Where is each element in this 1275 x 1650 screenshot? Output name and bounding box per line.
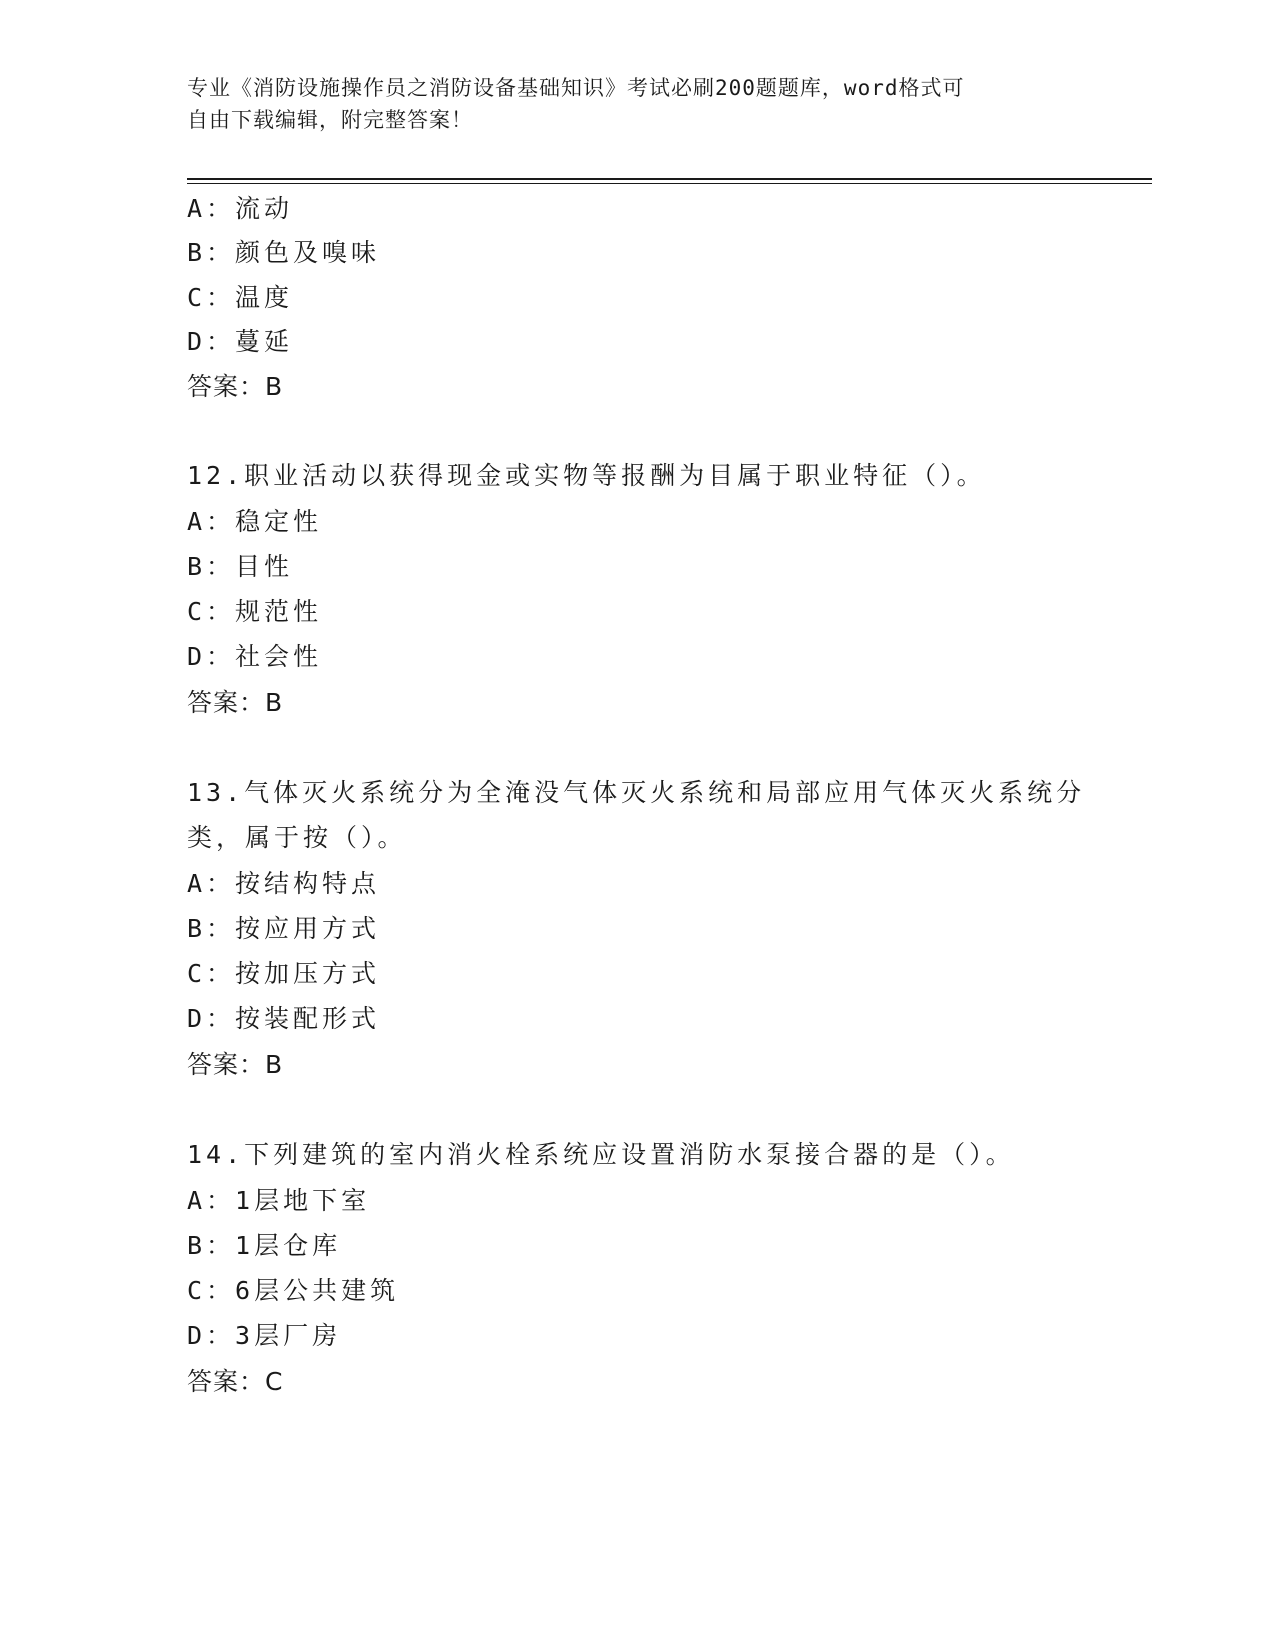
option-b: B：颜色及嗅味 — [187, 238, 381, 267]
question-text: 14.下列建筑的室内消火栓系统应设置消防水泵接合器的是（）。 — [187, 1140, 1015, 1169]
document-header — [187, 72, 1067, 136]
answer: 答案：B — [187, 372, 284, 401]
option-d: D：社会性 — [187, 642, 323, 671]
option-b: B：目性 — [187, 552, 294, 581]
option-a: A：流动 — [187, 194, 294, 223]
header-line-2: 自由下载编辑，附完整答案！ — [187, 108, 473, 132]
option-d: D：3层厂房 — [187, 1321, 342, 1350]
option-c: C：温度 — [187, 283, 294, 312]
option-c: C：6层公共建筑 — [187, 1276, 400, 1305]
option-d: D：按装配形式 — [187, 1004, 381, 1033]
answer: 答案：C — [187, 1367, 284, 1396]
option-a: A：稳定性 — [187, 507, 323, 536]
option-c: C：按加压方式 — [187, 959, 381, 988]
answer: 答案：B — [187, 1050, 284, 1079]
option-d: D：蔓延 — [187, 327, 294, 356]
option-a: A：按结构特点 — [187, 869, 381, 898]
question-text: 12.职业活动以获得现金或实物等报酬为目属于职业特征（）。 — [187, 461, 986, 490]
option-b: B：1层仓库 — [187, 1231, 342, 1260]
header-line-1: 专业《消防设施操作员之消防设备基础知识》考试必刷200题题库，word格式可 — [187, 76, 965, 100]
header-rule-thin — [187, 183, 1152, 184]
question-text-line-2: 类，属于按（）。 — [187, 823, 407, 852]
answer: 答案：B — [187, 688, 284, 717]
option-c: C：规范性 — [187, 597, 323, 626]
option-b: B：按应用方式 — [187, 914, 381, 943]
question-text-line-1: 13.气体灭火系统分为全淹没气体灭火系统和局部应用气体灭火系统分 — [187, 778, 1086, 807]
option-a: A：1层地下室 — [187, 1186, 371, 1215]
header-rule-thick — [187, 178, 1152, 180]
